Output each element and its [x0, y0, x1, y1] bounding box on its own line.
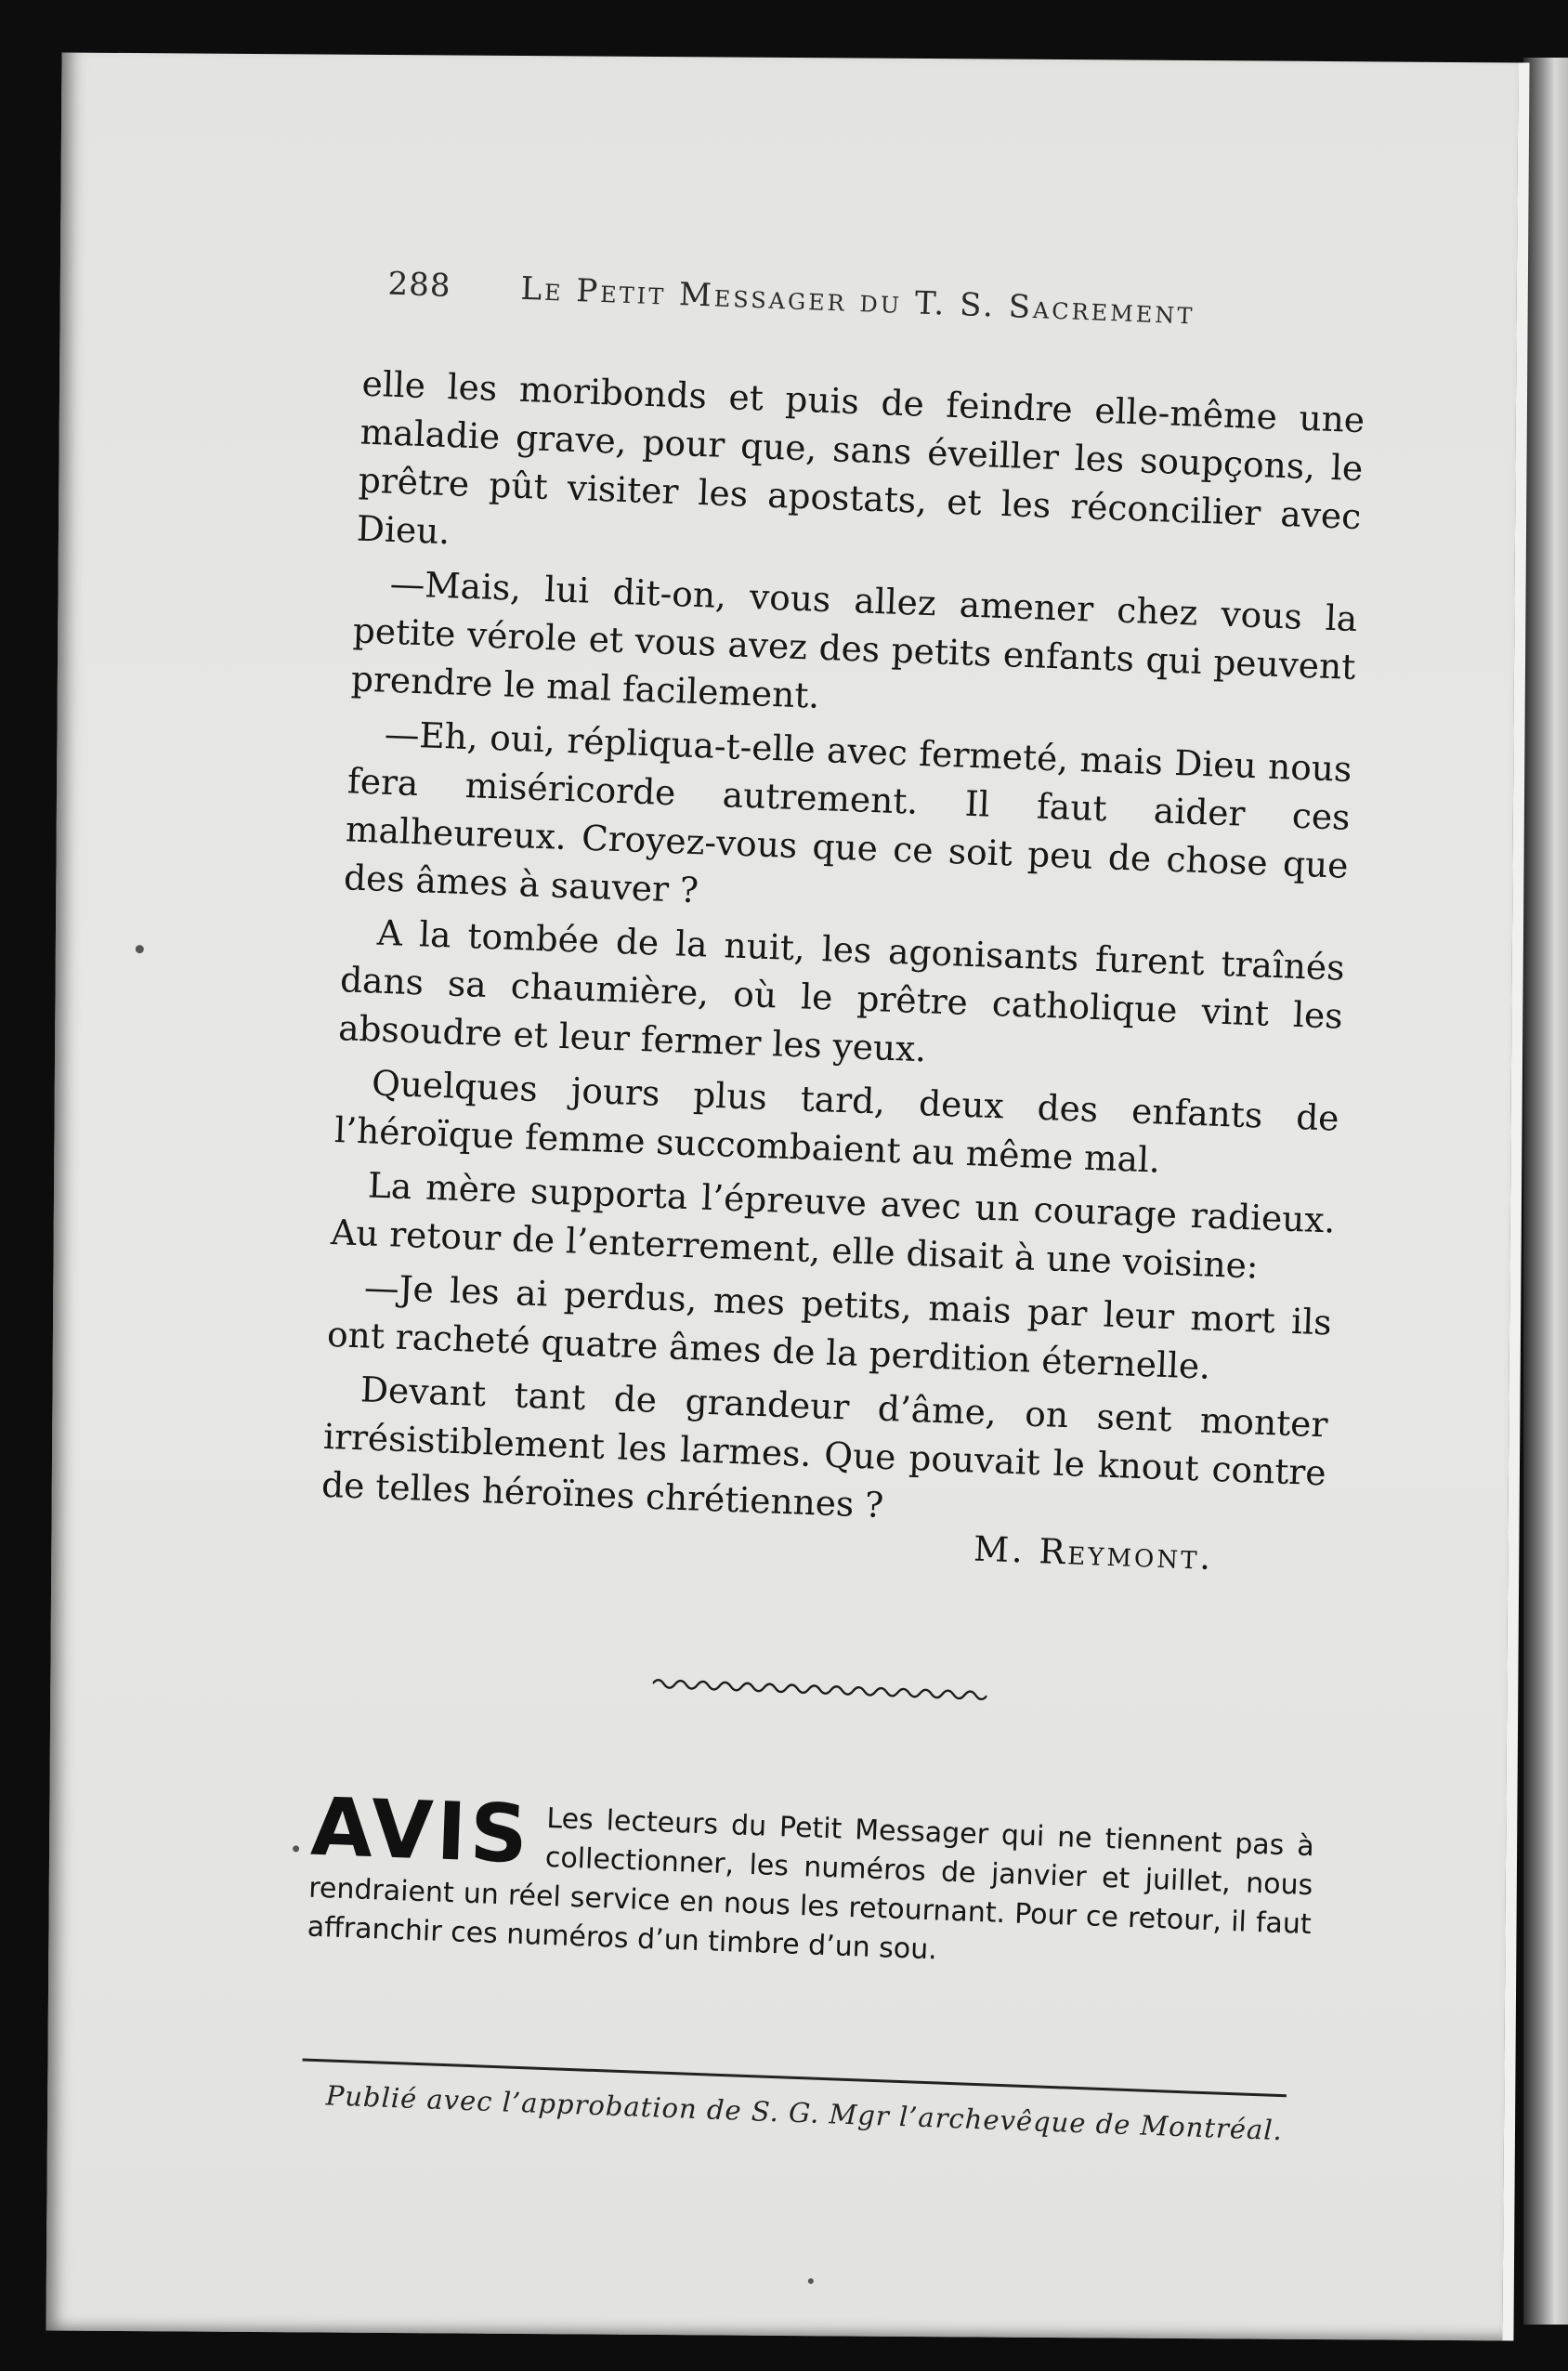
running-title: Le Petit Messager du T. S. Sacrement — [519, 269, 1196, 333]
paragraph: Devant tant de grandeur d’âme, on sent monter irrésistiblement les larmes. Que pouvait le knout contre de telles héroïnes chrétiennes ? — [320, 1369, 1329, 1526]
notice-box — [307, 1780, 1315, 1984]
paragraph: Quelques jours plus tard, deux des enfants de l’héroïque femme succombaient au même mal. — [333, 1062, 1340, 1181]
paragraph: —Mais, lui dit-on, vous allez amener chez vous la petite vérole et vous avez des petits enfants qui peuvent prendre le mal facilement. — [350, 562, 1358, 716]
page-header — [387, 266, 1336, 337]
page-number: 288 — [386, 265, 452, 306]
wave-ornament — [652, 1673, 987, 1706]
notice-heading: AVIS — [308, 1780, 533, 1882]
imprimatur-line: Publié avec l’approbation de S. G. Mgr l’archevêque de Montréal. — [325, 2079, 1284, 2147]
paragraph: La mère supporta l’épreuve avec un courage radieux. Au retour de l’enterrement, elle disait à une voisine: — [330, 1164, 1337, 1287]
paper-speck — [808, 2278, 814, 2284]
paragraph: —Je les ai perdus, mes petits, mais par leur mort ils ont racheté quatre âmes de la perdition éternelle. — [326, 1266, 1333, 1387]
book-spine — [1523, 58, 1568, 2325]
article-body — [320, 360, 1365, 1552]
notice-text: Les lecteurs du Petit Messager qui ne tiennent pas à collectionner, les numéros de janvier et juillet, nous rendraient un réel service en nous les retournant. Pour ce retour, il faut affranchir ces numéros d’un timbre d’un sou. — [307, 1801, 1315, 1967]
paragraph: —Eh, oui, répliqua-t-elle avec fermeté, mais Dieu nous fera miséricorde autrement. Il faut aider ces malheureux. Croyez-vous que ce soit peu de chose que des âmes à sauver ? — [343, 713, 1353, 911]
book-page — [46, 53, 1529, 2341]
paper-speck — [136, 945, 144, 953]
paper-speck — [293, 1845, 299, 1852]
author-signature: M. Reymont. — [973, 1528, 1215, 1578]
paragraph: A la tombée de la nuit, les agonisants furent traînés dans sa chaumière, où le prêtre catholique vint les absoudre et leur fermer les yeux. — [337, 911, 1346, 1070]
paragraph: elle les moribonds et puis de feindre elle-même une maladie grave, pour que, sans éveiller les soupçons, le prêtre pût visiter les apostats, et les réconcilier avec Dieu. — [356, 362, 1365, 553]
printed-block — [62, 53, 1518, 2147]
